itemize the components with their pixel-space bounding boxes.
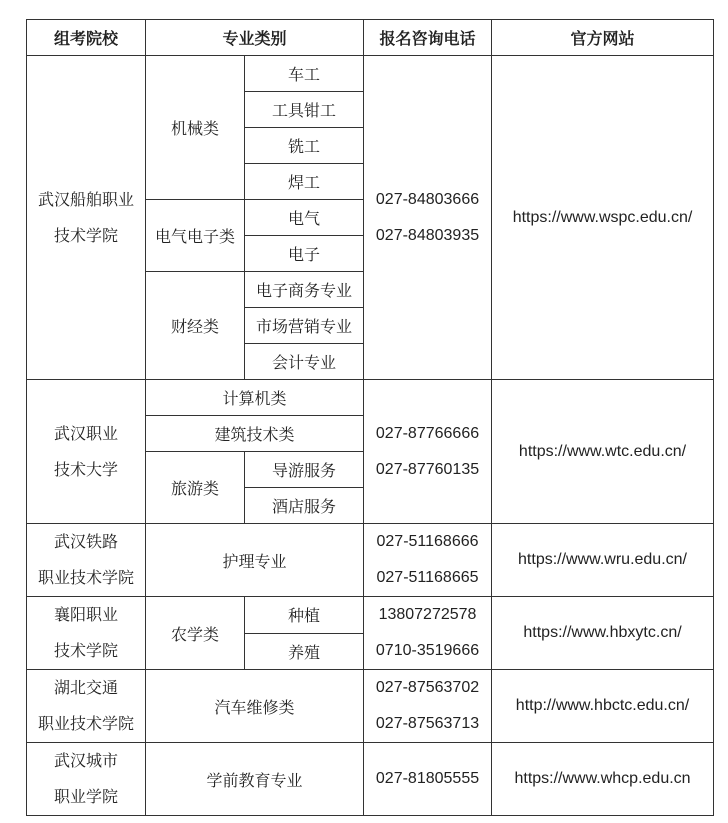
school-name-line: 职业技术学院 (37, 714, 134, 733)
major-category: 旅游类 (146, 452, 245, 524)
school-name (27, 524, 146, 597)
major-item: 酒店服务 (245, 488, 364, 524)
header-site: 官方网站 (492, 20, 714, 56)
phone-cell (364, 597, 492, 670)
major-item: 电子 (245, 236, 364, 272)
website-link[interactable]: https://www.whcp.edu.cn (492, 743, 714, 816)
school-name (27, 56, 146, 380)
phone-number: 027-87563702 (375, 679, 480, 696)
phone-number: 027-81805555 (364, 743, 492, 816)
phone-number: 027-87760135 (375, 460, 480, 478)
school-name (27, 597, 146, 670)
table-row (27, 670, 714, 707)
major-item: 市场营销专业 (245, 308, 364, 344)
school-name (27, 670, 146, 743)
phone-cell (364, 56, 492, 380)
major-item: 工具钳工 (245, 92, 364, 128)
table-row (27, 597, 714, 634)
school-name-line: 武汉职业 (53, 423, 118, 443)
major-item: 汽车维修类 (146, 670, 364, 743)
school-name-line: 职业学院 (53, 787, 118, 806)
major-category: 农学类 (146, 597, 245, 670)
header-row (27, 20, 714, 56)
website-link[interactable]: http://www.hbctc.edu.cn/ (492, 670, 714, 743)
major-item: 计算机类 (146, 380, 364, 416)
school-name (27, 743, 146, 816)
phone-number: 13807272578 (378, 606, 477, 623)
school-name-line: 武汉城市 (53, 751, 118, 770)
phone-cell (364, 524, 492, 597)
exam-schools-table (26, 19, 714, 816)
phone-number: 027-87766666 (375, 424, 480, 442)
school-name-line: 武汉铁路 (53, 532, 118, 551)
major-item: 会计专业 (245, 344, 364, 380)
major-item: 电气 (245, 200, 364, 236)
header-phone: 报名咨询电话 (364, 20, 492, 56)
header-school: 组考院校 (27, 20, 146, 56)
table-row (27, 524, 714, 561)
major-item: 铣工 (245, 128, 364, 164)
school-name-line: 技术学院 (53, 641, 118, 660)
major-category: 机械类 (146, 56, 245, 200)
phone-number: 0710-3519666 (375, 642, 480, 659)
school-name-line: 襄阳职业 (53, 605, 118, 624)
school-name-line: 武汉船舶职业 (37, 189, 134, 209)
major-item: 种植 (245, 597, 364, 634)
phone-cell (364, 670, 492, 743)
major-category: 电气电子类 (146, 200, 245, 272)
website-link[interactable]: https://www.wru.edu.cn/ (492, 524, 714, 597)
phone-cell (364, 380, 492, 524)
phone-number: 027-84803666 (375, 190, 480, 208)
phone-number: 027-87563713 (375, 715, 480, 732)
header-major: 专业类别 (146, 20, 364, 56)
major-item: 焊工 (245, 164, 364, 200)
phone-number: 027-51168665 (376, 569, 479, 586)
school-name-line: 技术大学 (53, 459, 118, 479)
school-name-line: 职业技术学院 (37, 568, 134, 587)
table-row (27, 380, 714, 416)
table-row (27, 743, 714, 780)
phone-number: 027-51168666 (376, 533, 479, 550)
school-name-line: 湖北交通 (53, 678, 118, 697)
school-name (27, 380, 146, 524)
major-item: 车工 (245, 56, 364, 92)
major-item: 护理专业 (146, 524, 364, 597)
phone-number: 027-84803935 (375, 226, 480, 244)
major-item: 学前教育专业 (146, 743, 364, 816)
major-item: 养殖 (245, 633, 364, 670)
table-row (27, 56, 714, 92)
major-item: 电子商务专业 (245, 272, 364, 308)
major-item: 导游服务 (245, 452, 364, 488)
website-link[interactable]: https://www.wtc.edu.cn/ (492, 380, 714, 524)
website-link[interactable]: https://www.hbxytc.cn/ (492, 597, 714, 670)
major-item: 建筑技术类 (146, 416, 364, 452)
school-name-line: 技术学院 (53, 225, 118, 245)
major-category: 财经类 (146, 272, 245, 380)
website-link[interactable]: https://www.wspc.edu.cn/ (492, 56, 714, 380)
